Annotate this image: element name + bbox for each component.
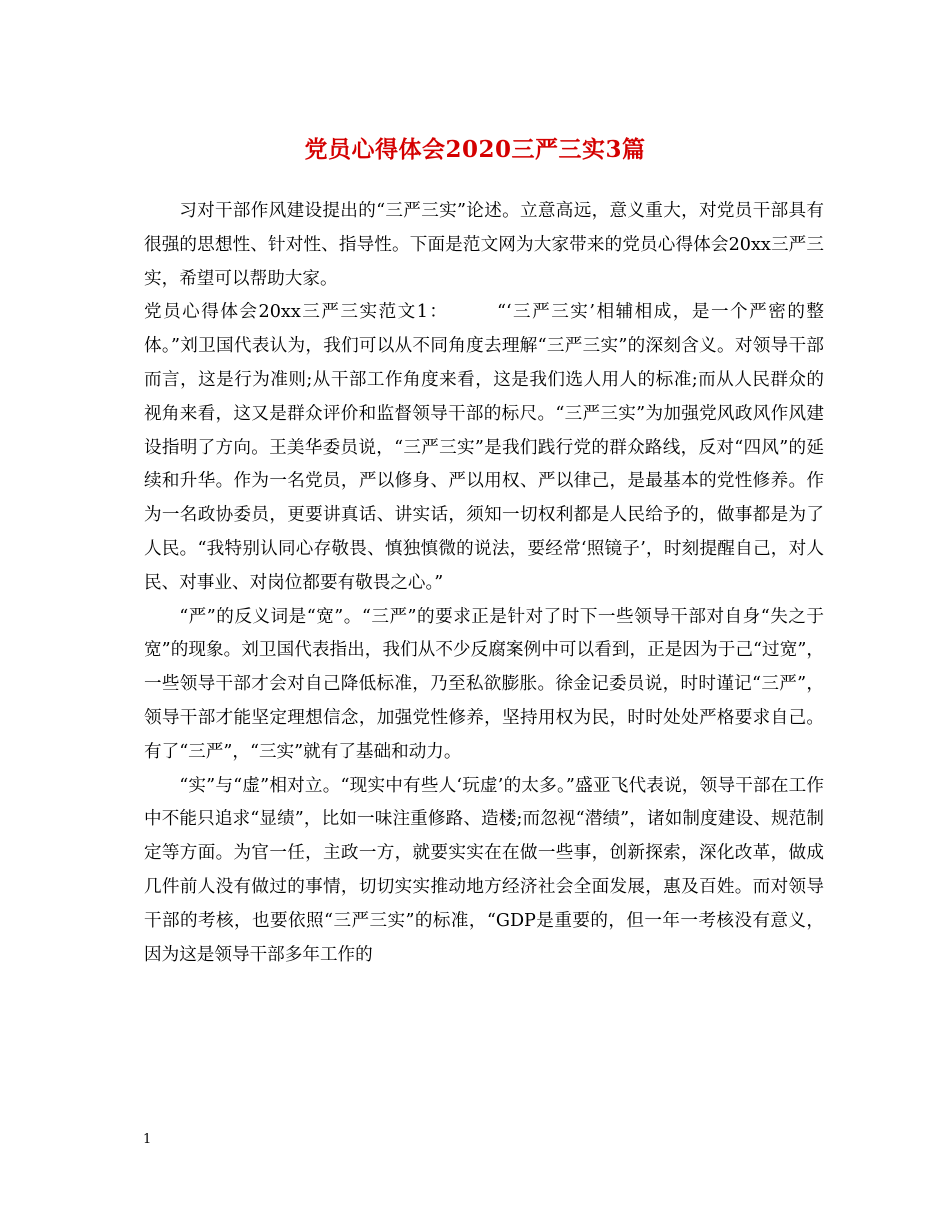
page-number: 1 — [143, 1132, 152, 1147]
intro-paragraph: 习对干部作风建设提出的“三严三实”论述。立意高远，意义重大，对党员干部具有很强的思想性、针对性、指导性。下面是范文网为大家带来的党员心得体会20xx三严三实，希望可以帮助大家。 — [144, 201, 824, 289]
document-body — [144, 195, 824, 972]
document-title: 党员心得体会2020三严三实3篇 — [304, 136, 646, 163]
practicality-paragraph: “实”与“虚”相对立。“现实中有些人‘玩虚’的太多。”盛亚飞代表说，领导干部在工作中不能只追求“显绩”，比如一味注重修路、造楼;而忽视“潜绩”，诸如制度建设、规范制定等方面。为官一任，主政一方，就要实实在在做一些事，创新探索，深化改革，做成几件前人没有做过的事情，切切实实推动地方经济社会全面发展，惠及百姓。而对领导干部的考核，也要依照“三严三实”的标准，“GDP是重要的，但一年一考核没有意义，因为这是领导干部多年工作的 — [144, 775, 824, 965]
strictness-paragraph: “严”的反义词是“宽”。“三严”的要求正是针对了时下一些领导干部对自身“失之于宽”的现象。刘卫国代表指出，我们从不少反腐案例中可以看到，正是因为于己“过宽”，一些领导干部才会对自己降低标准，乃至私欲膨胀。徐金记委员说，时时谨记“三严”，领导干部才能坚定理想信念，加强党性修养，坚持用权为民，时时处处严格要求自己。有了“三严”，“三实”就有了基础和动力。 — [144, 606, 824, 762]
sample-1-paragraph: 党员心得体会20xx三严三实范文1： “‘三严三实’相辅相成，是一个严密的整体。”刘卫国代表认为，我们可以从不同角度去理解“三严三实”的深刻含义。对领导干部而言，这是行为准则;从干部工作角度来看，这是我们选人用人的标准;而从人民群众的视角来看，这又是群众评价和监督领导干部的标尺。“三严三实”为加强党风政风作风建设指明了方向。王美华委员说，“三严三实”是我们践行党的群众路线，反对“四风”的延续和升华。作为一名党员，严以修身、严以用权、严以律己，是最基本的党性修养。作为一名政协委员，更要讲真话、讲实话，须知一切权利都是人民给予的，做事都是为了人民。“我特别认同心存敬畏、慎独慎微的说法，要经常‘照镜子’，时刻提醒自己，对人民、对事业、对岗位都要有敬畏之心。” — [144, 302, 824, 593]
